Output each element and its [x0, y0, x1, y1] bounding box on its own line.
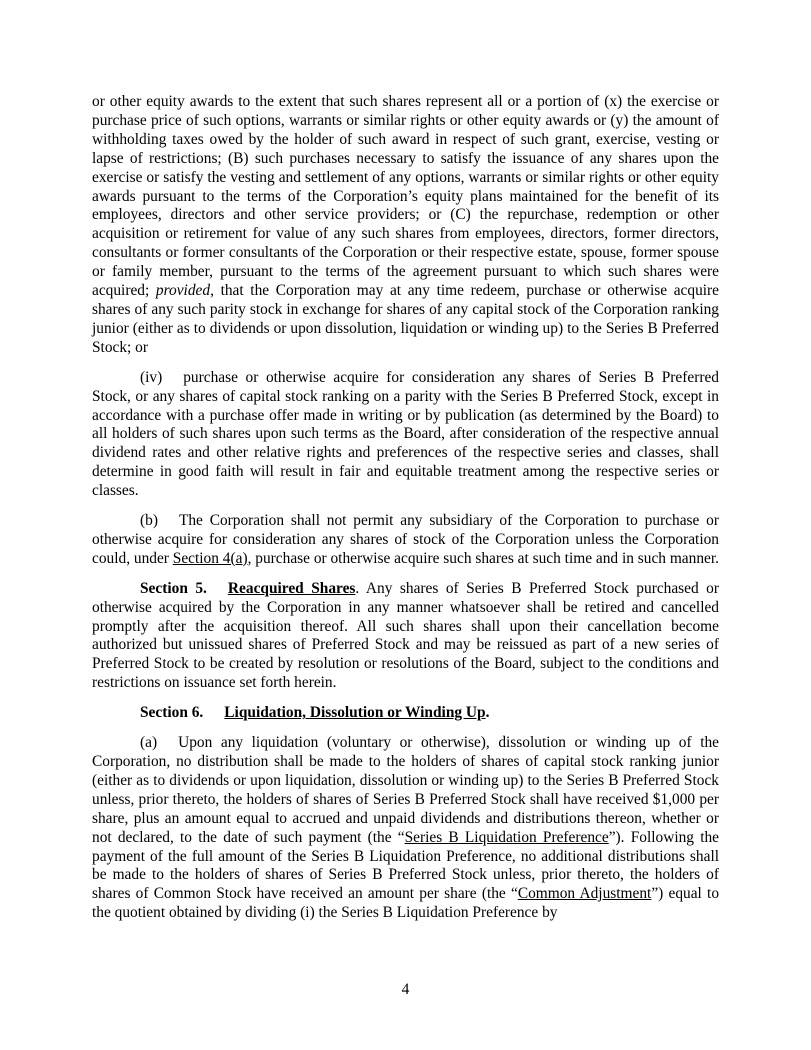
body-text: . Any shares of Series B Preferred Stock purchased or otherwise acquired by the Corporation in any manner whatsoever shall be retired and cancelled promptly after the acquisition thereof. All such shares shall upon their cancellation become authorized but unissued shares of Preferred Stock and may be reissued as part of a new series of Preferred Stock to be created by resolution or resolutions of the Board, subject to the conditions and restrictions on issuance set forth herein.: [92, 579, 719, 692]
paragraph-clause-a: [92, 734, 719, 923]
paragraph-clause-b: [92, 512, 719, 569]
defined-term-series-b-liquidation-preference: Series B Liquidation Preference: [404, 828, 609, 846]
paragraph-clause-continuation: [92, 93, 719, 358]
body-text: purchase or otherwise acquire for consideration any shares of Series B Preferred Stock, or any shares of capital stock ranking on a parity with the Series B Preferred Stock, except in accordance with a purchase offer made in writing or by publication (as determined by the Board) to all holders of such shares upon such terms as the Board, after consideration of the respective annual dividend rates and other relative rights and preferences of the respective series and classes, shall determine in good faith will result in fair and equitable treatment among the respective series or classes.: [92, 368, 719, 500]
body-text: The Corporation shall not permit any subsidiary of the Corporation to purchase or otherwise acquire for consideration any shares of stock of the Corporation unless the Corporation could, under: [92, 512, 719, 567]
section-5-paragraph: [92, 580, 719, 693]
page-number: 4: [401, 981, 410, 998]
body-text: , that the Corporation may at any time redeem, purchase or otherwise acquire shares of any such parity stock in exchange for shares of any capital stock of the Corporation ranking junior (either as to dividends or upon dissolution, liquidation or winding up) to the Series B Preferred Stock; or: [92, 282, 719, 356]
clause-marker: (a): [140, 734, 158, 752]
body-text: ”) equal to the quotient obtained by dividing (i) the Series B Liquidation Preference by: [92, 885, 720, 922]
body-text: or other equity awards to the extent that such shares represent all or a portion of (x) the exercise or purchase price of such options, warrants or similar rights or other equity awards or (y) the amount of withholding taxes owed by the holder of such award in respect of such grant, exercise, vesting or lapse of restrictions; (B) such purchases necessary to satisfy the issuance of any shares upon the exercise or satisfy the vesting and settlement of any options, warrants or similar rights or other equity awards pursuant to the terms of the Corporation’s equity plans maintained for the benefit of its employees, directors and other service providers; or (C) the repurchase, redemption or other acquisition or retirement for value of any such shares from employees, directors, former directors, consultants or former consultants of the Corporation or their respective estate, spouse, former spouse or family member, pursuant to the terms of the agreement pursuant to which such shares were acquired;: [92, 93, 719, 300]
body-text: Upon any liquidation (voluntary or otherwise), dissolution or winding up of the Corporation, no distribution shall be made to the holders of shares of capital stock ranking junior (either as to dividends or upon liquidation, dissolution or winding up) to the Series B Preferred Stock unless, prior thereto, the holders of shares of Series B Preferred Stock shall have received $1,000 per share, plus an amount equal to accrued and unpaid dividends and distributions thereon, whether or not declared, to the date of such payment (the “: [92, 734, 719, 846]
clause-marker: (iv): [140, 368, 163, 386]
cross-reference: Section 4(a): [172, 549, 248, 567]
clause-marker: (b): [140, 512, 158, 530]
section-label: Section 6.: [140, 704, 204, 722]
section-6-heading: [92, 704, 719, 723]
defined-term-common-adjustment: Common Adjustment: [517, 885, 652, 903]
heading-period: .: [485, 704, 490, 722]
proviso-term: provided: [155, 282, 211, 300]
section-heading: Liquidation, Dissolution or Winding Up: [224, 704, 486, 722]
body-text: ”). Following the payment of the full amount of the Series B Liquidation Preference, no additional distributions shall be made to the holders of shares of Series B Preferred Stock unless, prior thereto, the holders of shares of Common Stock have received an amount per share (the “: [92, 828, 719, 903]
section-heading: Reacquired Shares: [227, 579, 356, 597]
paragraph-clause-iv: [92, 369, 719, 501]
document-body: [92, 93, 719, 934]
body-text: , purchase or otherwise acquire such shares at such time and in such manner.: [247, 549, 719, 567]
section-label: Section 5.: [140, 579, 207, 597]
